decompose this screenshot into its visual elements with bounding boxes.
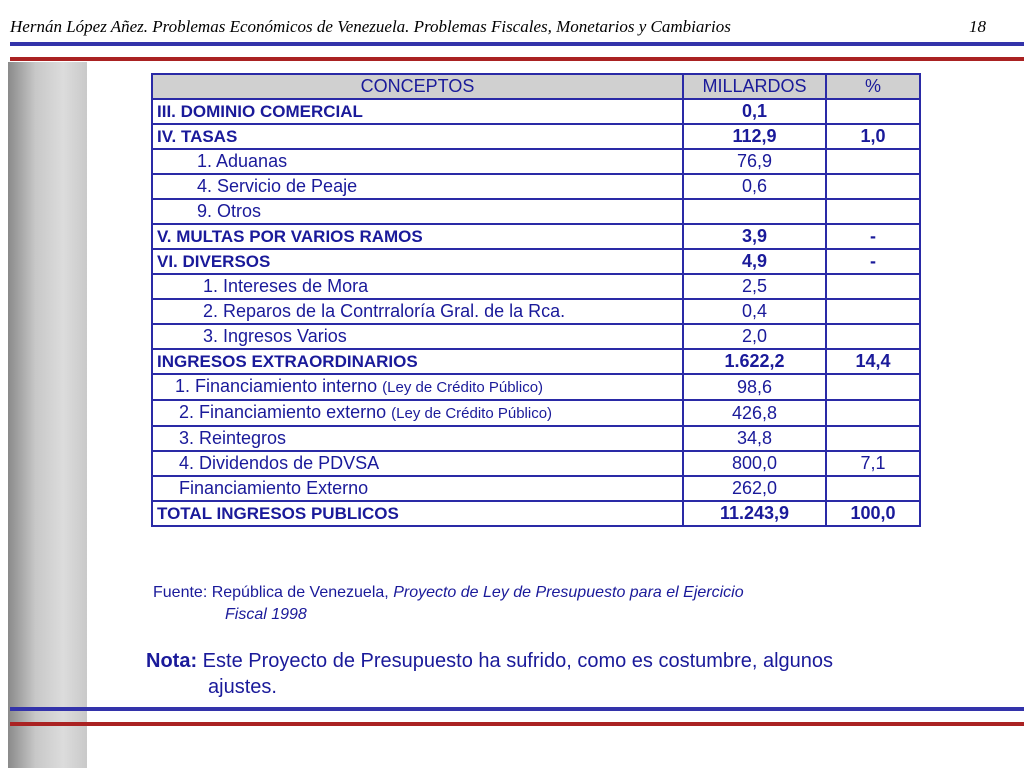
row-millardos: 76,9	[683, 149, 826, 174]
row-concept: INGRESOS EXTRAORDINARIOS	[152, 349, 683, 374]
table-row	[152, 199, 920, 224]
source-title-line2: Fiscal 1998	[225, 606, 307, 623]
row-pct	[826, 374, 920, 400]
row-pct: -	[826, 249, 920, 274]
row-millardos: 426,8	[683, 400, 826, 426]
row-pct: 1,0	[826, 124, 920, 149]
table-row	[152, 400, 920, 426]
table-row	[152, 149, 920, 174]
table-header-row	[152, 74, 920, 99]
row-concept: 4. Dividendos de PDVSA	[152, 451, 683, 476]
row-concept-text: 2. Financiamiento externo	[179, 402, 387, 422]
table-row	[152, 174, 920, 199]
revenue-table	[151, 73, 921, 527]
column-header-pct: %	[826, 74, 920, 99]
footer-rule-blue	[10, 707, 1024, 711]
row-millardos: 1.622,2	[683, 349, 826, 374]
row-pct	[826, 299, 920, 324]
row-pct	[826, 199, 920, 224]
row-millardos: 34,8	[683, 426, 826, 451]
footer-rule-red	[10, 722, 1024, 726]
row-pct	[826, 426, 920, 451]
table-row	[152, 274, 920, 299]
row-pct	[826, 99, 920, 124]
row-millardos: 11.243,9	[683, 501, 826, 526]
table-row	[152, 374, 920, 400]
source-citation	[153, 582, 913, 626]
row-concept: III. DOMINIO COMERCIAL	[152, 99, 683, 124]
row-millardos: 262,0	[683, 476, 826, 501]
row-millardos: 4,9	[683, 249, 826, 274]
row-millardos: 2,5	[683, 274, 826, 299]
row-concept: V. MULTAS POR VARIOS RAMOS	[152, 224, 683, 249]
row-concept: 1. Intereses de Mora	[152, 274, 683, 299]
row-pct: 7,1	[826, 451, 920, 476]
row-pct	[826, 274, 920, 299]
row-pct	[826, 324, 920, 349]
table-row	[152, 451, 920, 476]
row-concept: 3. Ingresos Varios	[152, 324, 683, 349]
row-millardos: 3,9	[683, 224, 826, 249]
row-millardos	[683, 199, 826, 224]
sidebar-gradient	[8, 62, 87, 768]
row-pct: 14,4	[826, 349, 920, 374]
page-title: Hernán López Añez. Problemas Económicos de Venezuela. Problemas Fiscales, Monetarios y Cambiarios	[10, 17, 731, 36]
table-row	[152, 324, 920, 349]
row-millardos: 0,4	[683, 299, 826, 324]
table-row	[152, 224, 920, 249]
row-concept: VI. DIVERSOS	[152, 249, 683, 274]
note-label: Nota:	[146, 650, 198, 672]
row-millardos: 0,1	[683, 99, 826, 124]
source-title-line1: Proyecto de Ley de Presupuesto para el Ejercicio	[393, 584, 744, 601]
header-rule-blue	[10, 42, 1024, 46]
row-pct	[826, 174, 920, 199]
table-row	[152, 476, 920, 501]
note-paragraph	[146, 648, 946, 700]
note-line2: ajustes.	[208, 676, 277, 698]
note-line1: Este Proyecto de Presupuesto ha sufrido, como es costumbre, algunos	[202, 650, 834, 672]
page-number: 18	[969, 17, 986, 36]
row-pct: 100,0	[826, 501, 920, 526]
table-row	[152, 249, 920, 274]
row-concept: 9. Otros	[152, 199, 683, 224]
table-row	[152, 299, 920, 324]
row-concept: 2. Reparos de la Contrraloría Gral. de la Rca.	[152, 299, 683, 324]
row-millardos: 98,6	[683, 374, 826, 400]
column-header-millardos: MILLARDOS	[683, 74, 826, 99]
row-concept: 1. Aduanas	[152, 149, 683, 174]
table-row	[152, 426, 920, 451]
row-millardos: 2,0	[683, 324, 826, 349]
table-row-total	[152, 501, 920, 526]
table-row	[152, 124, 920, 149]
row-concept-text: 1. Financiamiento interno	[175, 376, 378, 396]
row-millardos: 112,9	[683, 124, 826, 149]
column-header-conceptos: CONCEPTOS	[152, 74, 683, 99]
row-concept: IV. TASAS	[152, 124, 683, 149]
row-pct	[826, 476, 920, 501]
page-header	[10, 14, 1000, 42]
row-concept: 4. Servicio de Peaje	[152, 174, 683, 199]
header-rule-red	[10, 57, 1024, 61]
row-concept: 3. Reintegros	[152, 426, 683, 451]
row-millardos: 0,6	[683, 174, 826, 199]
row-concept: TOTAL INGRESOS PUBLICOS	[152, 501, 683, 526]
row-pct	[826, 400, 920, 426]
table-row	[152, 349, 920, 374]
row-pct	[826, 149, 920, 174]
row-concept-note: (Ley de Crédito Público)	[382, 379, 544, 396]
row-concept	[152, 374, 683, 400]
row-concept-note: (Ley de Crédito Público)	[391, 405, 553, 422]
row-millardos: 800,0	[683, 451, 826, 476]
row-concept	[152, 400, 683, 426]
row-concept: Financiamiento Externo	[152, 476, 683, 501]
table-row	[152, 99, 920, 124]
source-prefix: Fuente: República de Venezuela,	[153, 584, 389, 601]
row-pct: -	[826, 224, 920, 249]
